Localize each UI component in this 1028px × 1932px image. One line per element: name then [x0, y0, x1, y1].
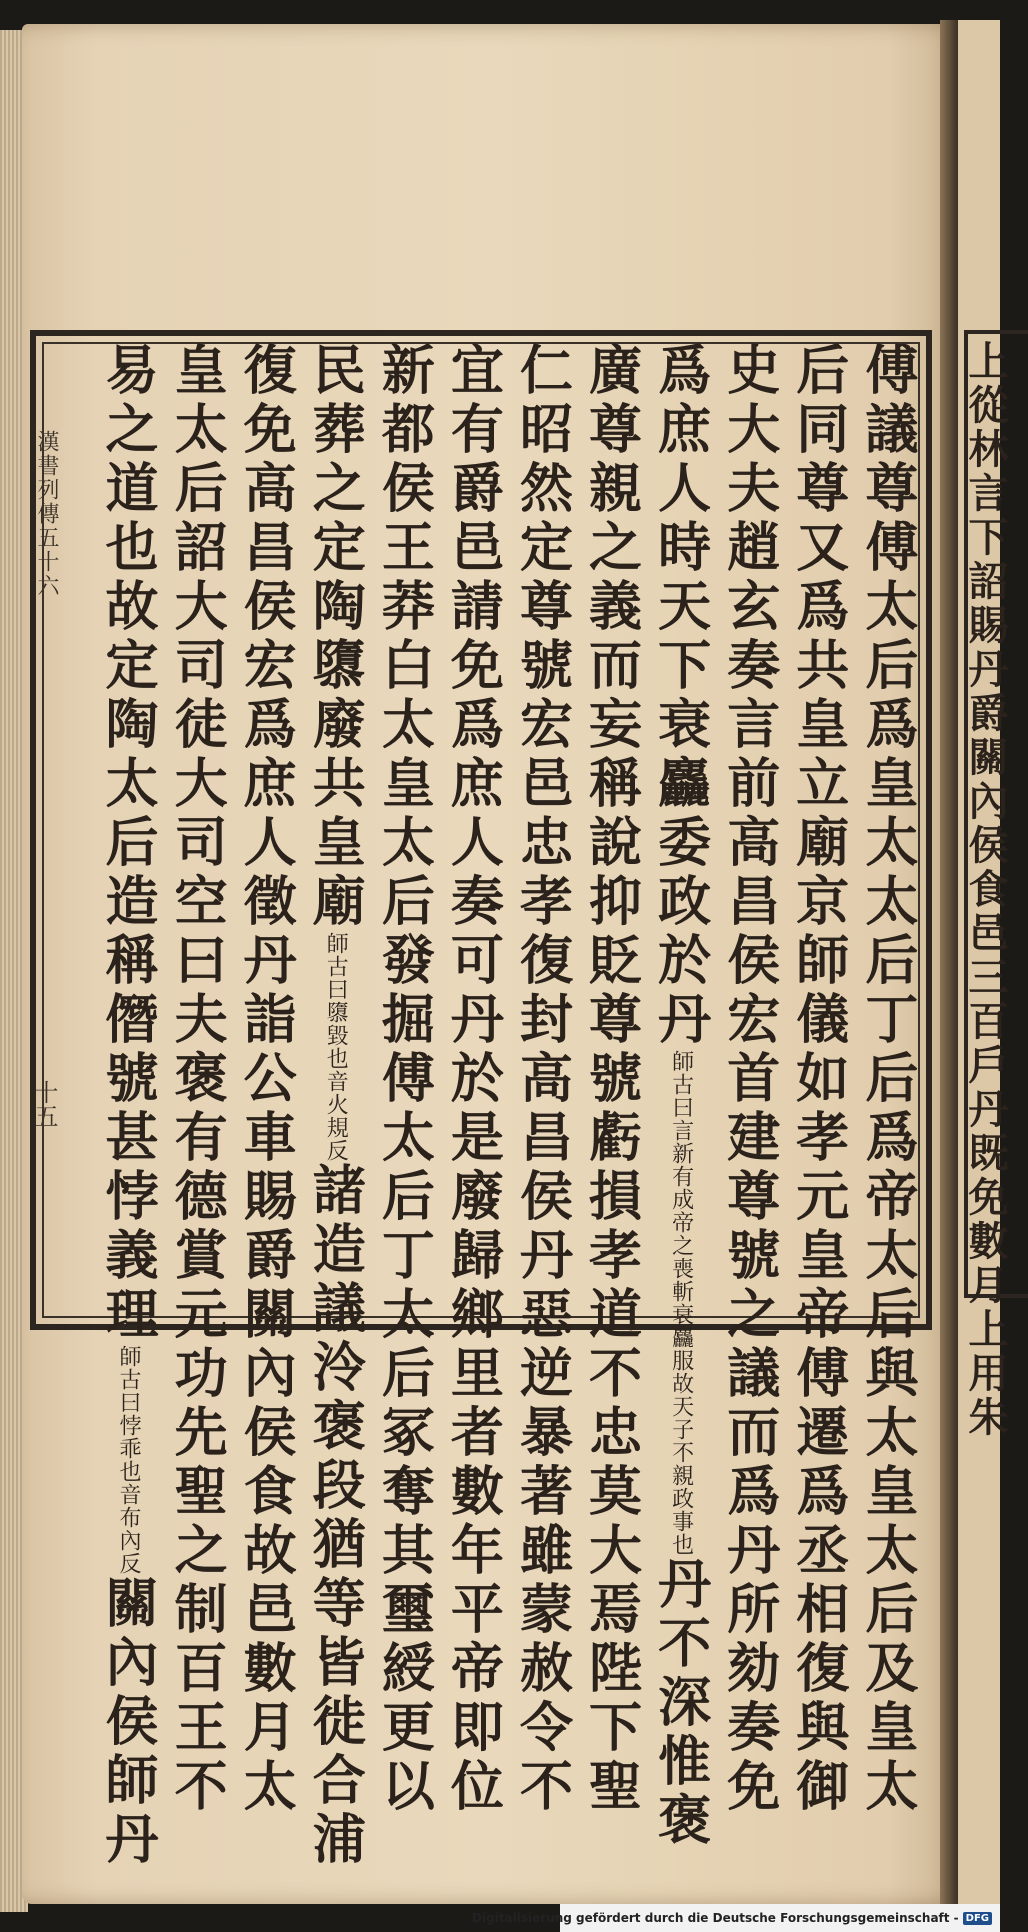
text-column: 廣尊親之義而妄稱說抑貶尊號虧損孝道不忠莫大焉陛下聖	[580, 342, 643, 1817]
commentary-note: 師古曰悖乖也音布內反	[116, 1345, 141, 1575]
text-column: 易之道也故定陶太后造稱僭號甚悖義理師古曰悖乖也音布內反關內侯師丹	[97, 342, 159, 1870]
digitization-footer	[472, 1904, 1000, 1932]
commentary-note: 師古曰隳毀也音火規反	[323, 932, 349, 1162]
text-column: 爲庶人時天下衰麤委政於丹師古曰言新有成帝之喪斬衰麤服故天子不親政事也丹不深惟褒	[649, 342, 712, 1851]
commentary-note: 師古曰言新有成帝之喪斬衰麤服故天子不親政事也	[668, 1050, 694, 1556]
margin-page-number: 十五	[30, 1080, 58, 1128]
text-column: 宜有爵邑請免爲庶人奏可丹於是廢歸鄉里者數年平帝即位	[442, 342, 505, 1817]
text-columns	[97, 342, 919, 1870]
footer-credit: Digitalisierung gefördert durch die Deutsche Forschungsgemeinschaft -	[472, 1911, 959, 1925]
margin-title: 漢書列傳五十六	[34, 430, 59, 598]
text-column: 民葬之定陶隳廢共皇廟師古曰隳毀也音火規反諸造議泠褒段猶等皆徙合浦	[304, 342, 367, 1870]
dfg-logo: DFG	[963, 1912, 992, 1925]
text-column: 新都侯王莽白太皇太后發掘傅太后丁太后冢奪其璽綬更以	[373, 342, 436, 1817]
text-column: 仁昭然定尊號宏邑忠孝復封高昌侯丹惡逆暴著雖蒙赦令不	[511, 342, 574, 1817]
text-column: 傅議尊傅太后爲皇太太后丁后爲帝太后與太皇太后及皇太	[856, 342, 919, 1817]
text-column: 皇太后詔大司徒大司空曰夫褒有德賞元功先聖之制百王不	[166, 342, 229, 1817]
text-column: 后同尊又爲共皇立廟京師儀如孝元皇帝傅遷爲丞相復與御	[787, 342, 850, 1817]
right-page-column: 上從林言下詔賜丹爵關內侯食邑三百戶丹既免數月上用朱	[962, 340, 1009, 1440]
text-column: 史大夫趙玄奏言前高昌侯宏首建尊號之議而爲丹所劾奏免	[718, 342, 781, 1817]
text-column: 復免高昌侯宏爲庶人徵丹詣公車賜爵關內侯食故邑數月太	[235, 342, 298, 1817]
right-page-fragment	[958, 20, 1009, 1910]
